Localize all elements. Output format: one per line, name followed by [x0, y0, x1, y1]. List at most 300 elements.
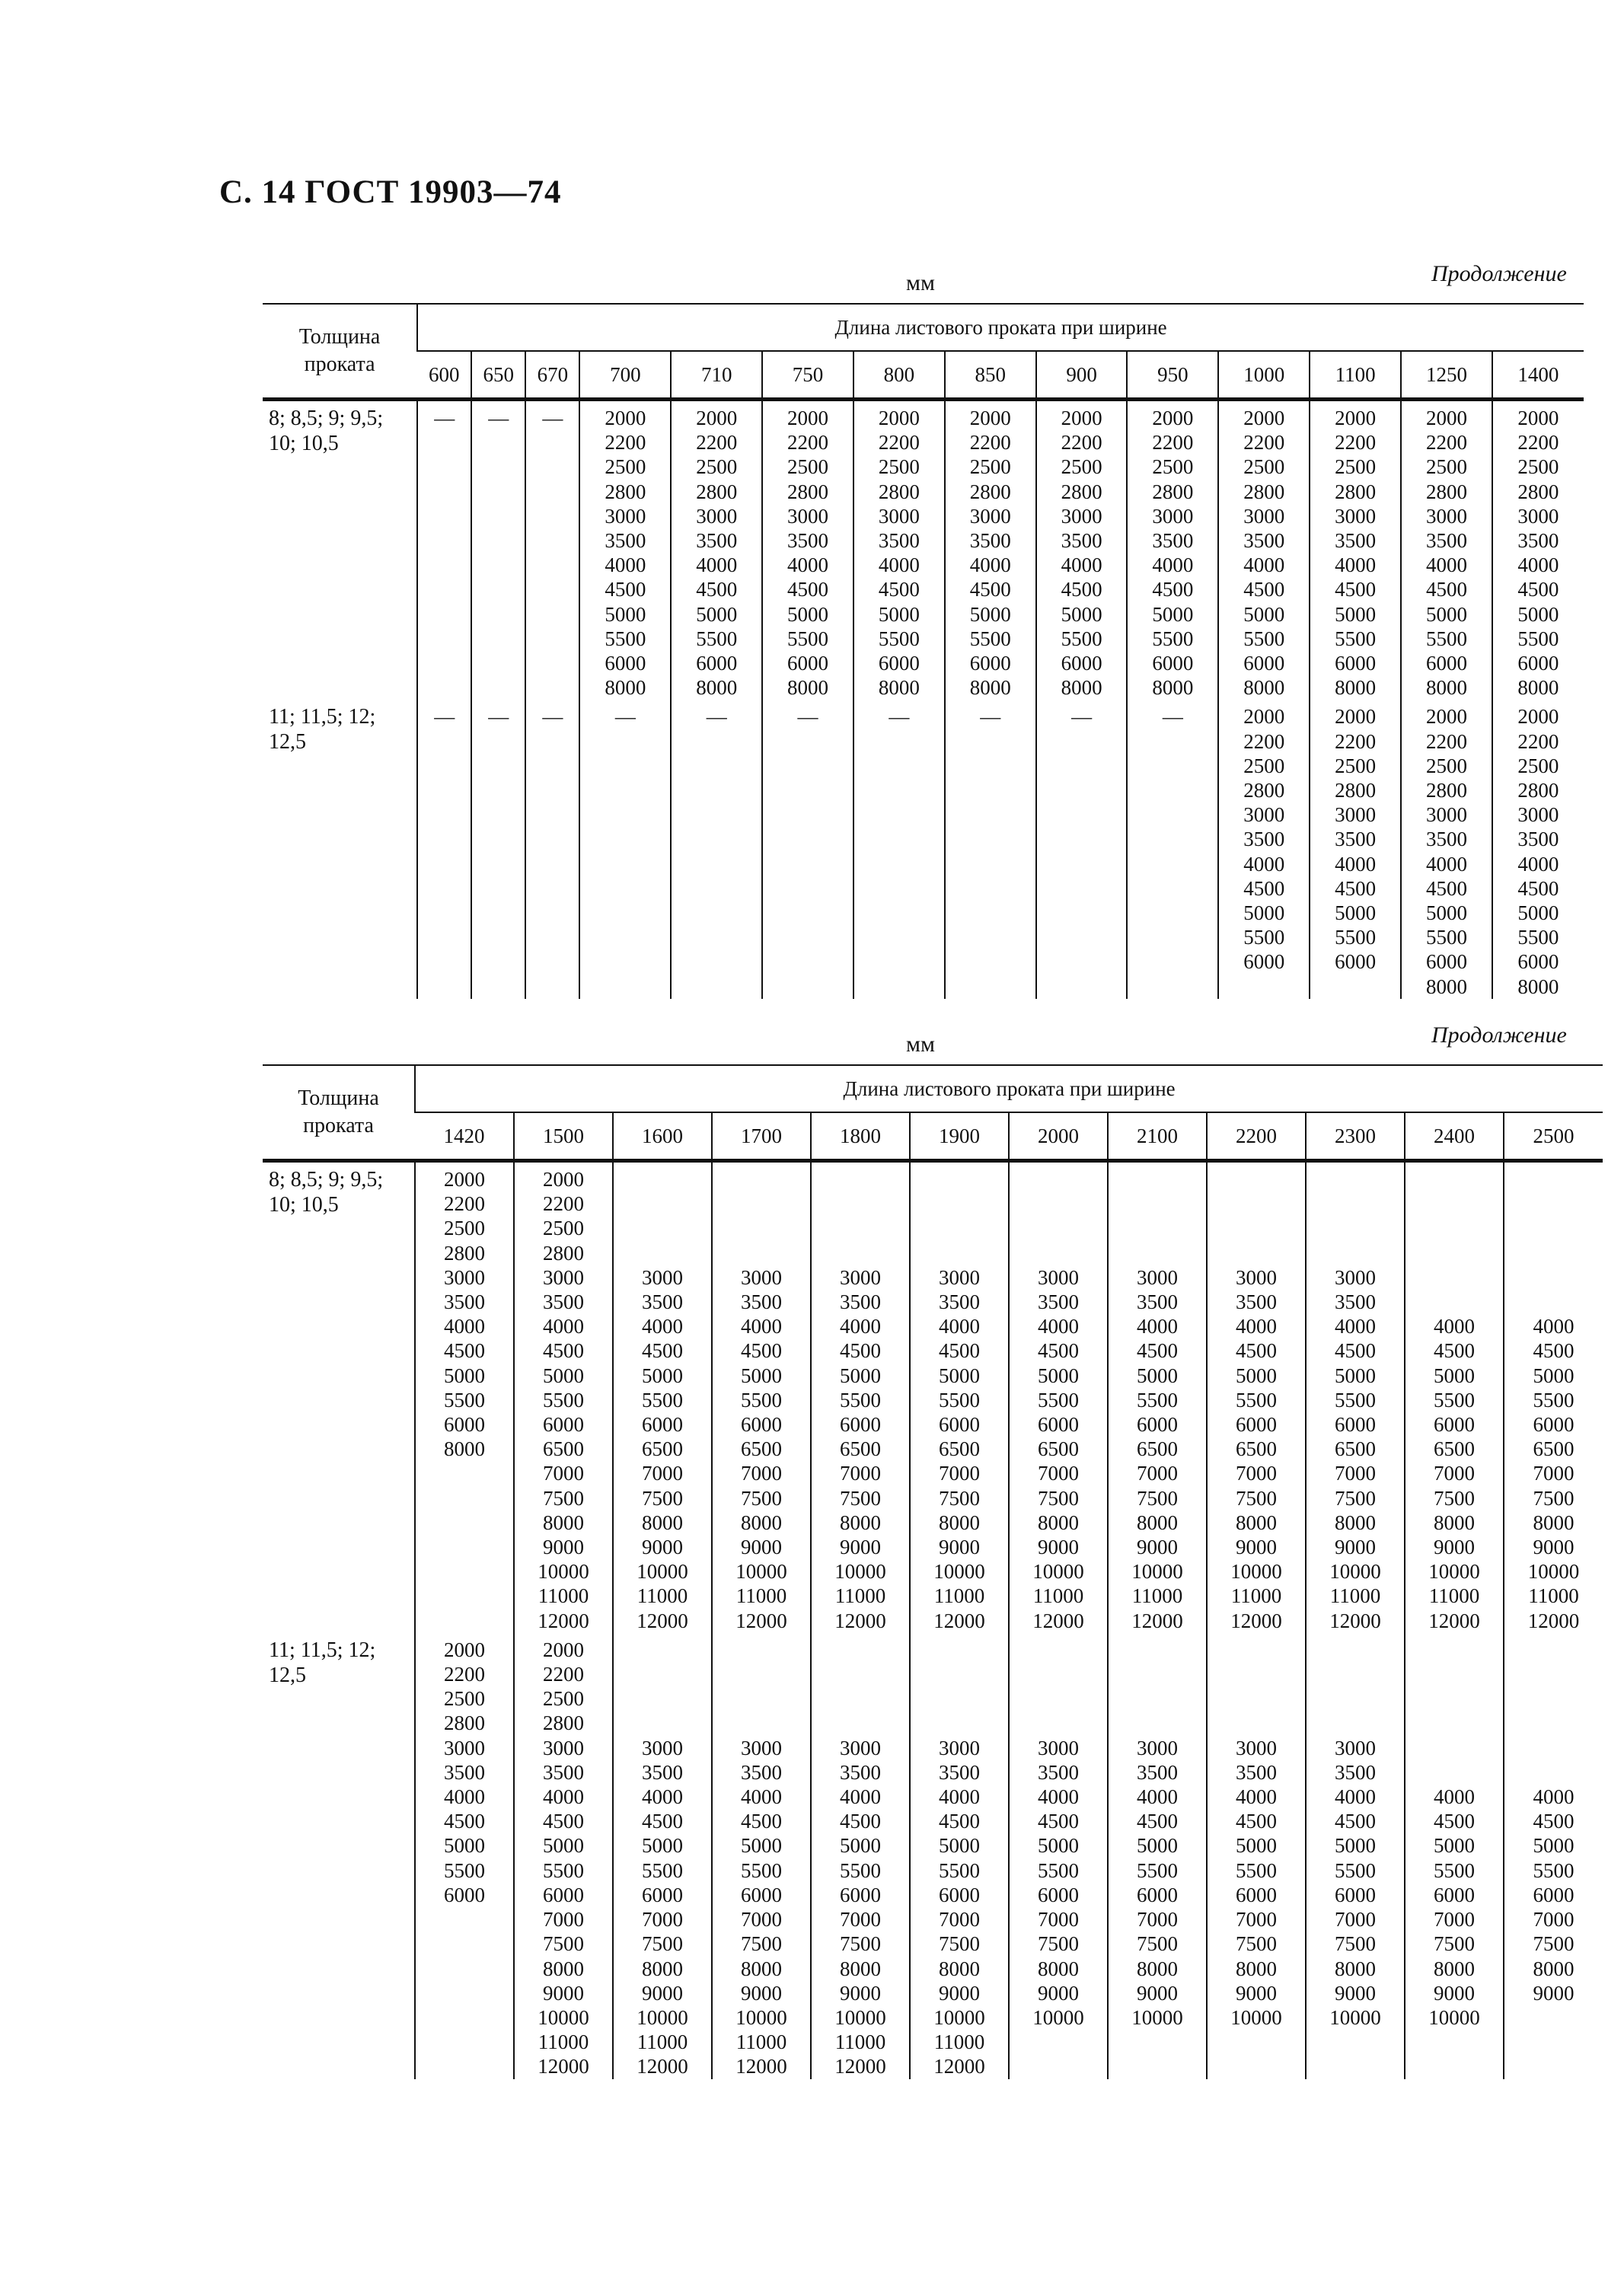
length-value: 5000 [1517, 602, 1559, 626]
length-value: 7500 [1137, 1932, 1178, 1956]
dash-value: — [434, 407, 455, 429]
length-value: 11000 [1428, 1584, 1480, 1608]
dash-value: — [980, 705, 1001, 729]
length-value: 3500 [939, 1760, 980, 1784]
length-value [1405, 1167, 1503, 1191]
width-header-cell: 1700 [712, 1112, 811, 1161]
length-value: 3500 [840, 1290, 881, 1314]
length-value: 8000 [1243, 676, 1285, 700]
length-value: 4000 [1434, 1315, 1475, 1338]
length-value [1208, 1241, 1305, 1265]
length-value [1307, 1638, 1404, 1662]
length-cell [1401, 700, 1492, 998]
length-value: 9000 [1236, 1536, 1277, 1559]
length-value: 5500 [1533, 1858, 1575, 1882]
length-value: 8000 [840, 1957, 881, 1980]
length-value: 3500 [969, 529, 1011, 553]
length-value: 2200 [1335, 431, 1377, 455]
length-value: 2800 [1517, 779, 1559, 802]
length-value: 12000 [933, 2055, 985, 2078]
length-value: 2500 [605, 455, 646, 479]
length-value: 3500 [543, 1760, 584, 1784]
length-value [812, 1662, 909, 1686]
length-value: 4500 [840, 1810, 881, 1833]
length-value: 3500 [939, 1290, 980, 1314]
length-value: 6000 [444, 1413, 485, 1437]
length-value: 12000 [1230, 1609, 1282, 1632]
length-value: 4000 [1517, 852, 1559, 876]
length-value: 8000 [1425, 975, 1467, 998]
length-value: 9000 [840, 1536, 881, 1559]
length-value: 2200 [1335, 729, 1377, 753]
length-cell [811, 1633, 910, 2079]
length-value: 4500 [543, 1339, 584, 1363]
length-value: 12000 [1032, 1609, 1084, 1632]
length-value: 8000 [1236, 1510, 1277, 1534]
length-value: 3000 [1425, 803, 1467, 827]
length-cell [417, 700, 471, 998]
length-value: 3000 [543, 1265, 584, 1289]
dash-value: — [889, 705, 910, 729]
width-header-cell: 600 [417, 351, 471, 400]
length-value: 6000 [444, 1883, 485, 1906]
length-value: 6000 [1517, 950, 1559, 974]
length-cell [853, 400, 945, 700]
length-value: 4000 [642, 1315, 683, 1338]
length-value: 2500 [1243, 455, 1285, 479]
length-value [1208, 1167, 1305, 1191]
length-value: 5500 [1038, 1388, 1079, 1412]
length-value: 3000 [696, 504, 738, 528]
length-value: 10000 [1032, 2005, 1084, 2029]
length-value: 4500 [1517, 876, 1559, 900]
width-header-cell: 1420 [415, 1112, 514, 1161]
length-value: 6000 [1533, 1883, 1575, 1906]
length-cell [1492, 700, 1584, 998]
length-value: 8000 [1236, 1957, 1277, 1980]
length-value: 5000 [840, 1364, 881, 1387]
length-value: 10000 [1329, 2005, 1381, 2029]
length-value: 8000 [1517, 975, 1559, 998]
length-value: 7500 [1335, 1932, 1376, 1956]
length-value: 3500 [1335, 828, 1377, 851]
length-value: 7500 [741, 1486, 782, 1510]
length-value: 3500 [1152, 529, 1194, 553]
length-value: 4000 [969, 553, 1011, 577]
length-value: 3000 [444, 1736, 485, 1759]
dash-value: — [488, 407, 509, 429]
length-value: 2200 [444, 1663, 485, 1686]
length-cell [671, 400, 762, 700]
length-value: 6000 [969, 652, 1011, 675]
length-value [1405, 1290, 1503, 1314]
length-cell [1127, 700, 1218, 998]
length-value: 3000 [1137, 1736, 1178, 1759]
length-cell [1405, 1633, 1504, 2079]
length-cell [1207, 1633, 1306, 2079]
length-value [1405, 1191, 1503, 1216]
length-value: 8000 [1517, 676, 1559, 700]
length-value: 4500 [1137, 1339, 1178, 1363]
length-value: 4500 [1038, 1810, 1079, 1833]
length-value: 3000 [444, 1265, 485, 1289]
length-value: 8000 [605, 676, 646, 700]
length-value: 3500 [787, 529, 829, 553]
length-value: 3000 [1517, 803, 1559, 827]
length-value: 6000 [1517, 652, 1559, 675]
length-cell [1504, 1633, 1603, 2079]
length-value [1010, 1241, 1107, 1265]
length-value [812, 1167, 909, 1191]
length-value: 5500 [642, 1858, 683, 1882]
width-header-cell: 750 [762, 351, 853, 400]
length-value: 4000 [1038, 1315, 1079, 1338]
width-header-cell: 1400 [1492, 351, 1584, 400]
length-value: 7500 [1434, 1932, 1475, 1956]
length-value: 2200 [878, 431, 920, 455]
length-value: 12000 [1527, 1609, 1580, 1632]
length-value: 6000 [642, 1883, 683, 1906]
length-value: 5500 [1236, 1858, 1277, 1882]
length-value: 8000 [741, 1957, 782, 1980]
length-value: 5000 [605, 602, 646, 626]
length-value: 6000 [741, 1413, 782, 1437]
length-value: 2500 [444, 1687, 485, 1711]
length-value: 3000 [543, 1736, 584, 1759]
length-value: 8000 [1533, 1510, 1575, 1534]
width-header-cell: 850 [945, 351, 1036, 400]
length-value: 4500 [1434, 1810, 1475, 1833]
length-value: 3500 [1061, 529, 1102, 553]
length-value: 5500 [1335, 926, 1377, 949]
length-value [911, 1167, 1008, 1191]
length-value [1109, 1241, 1206, 1265]
length-value [911, 1241, 1008, 1265]
length-value: 3500 [840, 1760, 881, 1784]
length-value: 5500 [878, 627, 920, 650]
length-value [1504, 1760, 1603, 1785]
length-value: 7500 [543, 1932, 584, 1956]
length-value: 2200 [1425, 431, 1467, 455]
length-value [812, 1216, 909, 1240]
length-value: 6000 [1434, 1413, 1475, 1437]
length-value: 4500 [696, 578, 738, 601]
length-value: 5000 [1243, 901, 1285, 925]
length-value: 6000 [1434, 1883, 1475, 1906]
length-value: 3500 [1243, 828, 1285, 851]
length-value: 3500 [1137, 1290, 1178, 1314]
length-value [812, 1711, 909, 1735]
table-row [263, 1161, 1603, 1633]
header-row [263, 304, 1584, 351]
width-header-cell: 670 [525, 351, 579, 400]
length-value: 7500 [741, 1932, 782, 1956]
length-value: 2800 [1335, 779, 1377, 802]
length-value: 3500 [642, 1760, 683, 1784]
length-value: 7500 [642, 1932, 683, 1956]
length-value: 3500 [1038, 1760, 1079, 1784]
length-value: 5000 [642, 1834, 683, 1858]
length-value: 2000 [605, 407, 646, 429]
length-value [1109, 1191, 1206, 1216]
length-value: 4000 [741, 1785, 782, 1809]
length-value: 6500 [642, 1437, 683, 1461]
length-value: 2800 [1243, 480, 1285, 503]
length-value: 3000 [1236, 1265, 1277, 1289]
length-value [1307, 1686, 1404, 1711]
length-value: 7500 [840, 1932, 881, 1956]
length-value [614, 1167, 711, 1191]
length-value: 7000 [1236, 1908, 1277, 1932]
width-header-cell: 1000 [1218, 351, 1310, 400]
length-value: 5000 [1061, 602, 1102, 626]
length-value [1504, 1191, 1603, 1216]
length-value: 3500 [696, 529, 738, 553]
width-header-cell: 2300 [1306, 1112, 1405, 1161]
length-value: 7500 [840, 1486, 881, 1510]
width-header-cell: 2100 [1108, 1112, 1207, 1161]
length-cell [1405, 1161, 1504, 1633]
page-header: С. 14 ГОСТ 19903—74 [219, 174, 562, 210]
length-cell [1036, 400, 1128, 700]
length-value: 9000 [1038, 1536, 1079, 1559]
length-value: 4000 [1243, 852, 1285, 876]
length-value: 6500 [1533, 1437, 1575, 1461]
length-value: 10000 [1329, 1560, 1381, 1584]
length-value [614, 1241, 711, 1265]
length-value: 4500 [444, 1810, 485, 1833]
length-value: 9000 [741, 1981, 782, 2005]
length-value: 2200 [969, 431, 1011, 455]
length-cell [417, 400, 471, 700]
length-cell [1207, 1161, 1306, 1633]
length-value: 5500 [444, 1858, 485, 1882]
length-value: 3000 [1137, 1265, 1178, 1289]
length-value: 2000 [969, 407, 1011, 429]
length-value [1208, 1216, 1305, 1240]
length-value [1010, 1216, 1107, 1240]
length-value: 10000 [538, 1560, 589, 1584]
length-value: 2800 [969, 480, 1011, 503]
length-value [1109, 1662, 1206, 1686]
length-value: 6000 [787, 652, 829, 675]
length-value: 5500 [543, 1858, 584, 1882]
length-value: 11000 [637, 2030, 688, 2054]
length-value: 5000 [969, 602, 1011, 626]
length-value: 4500 [1335, 578, 1377, 601]
length-value [713, 1167, 810, 1191]
length-value: 8000 [878, 676, 920, 700]
length-value: 3500 [1335, 529, 1377, 553]
length-value: 6500 [741, 1437, 782, 1461]
length-value: 12000 [735, 2055, 787, 2078]
continuation-label: Продолжение [1431, 1022, 1567, 1048]
length-value: 4000 [939, 1315, 980, 1338]
length-value: 6500 [543, 1437, 584, 1461]
length-value: 4000 [444, 1315, 485, 1338]
length-value [1504, 1241, 1603, 1265]
length-value: 3000 [1152, 504, 1194, 528]
length-value: 2500 [787, 455, 829, 479]
length-value: 7000 [543, 1908, 584, 1932]
length-value: 4500 [939, 1339, 980, 1363]
length-value: 10000 [1131, 2005, 1183, 2029]
length-value: 6000 [741, 1883, 782, 1906]
length-value: 7000 [741, 1908, 782, 1932]
length-value: 2800 [696, 480, 738, 503]
length-value: 6500 [1137, 1437, 1178, 1461]
width-header-cell: 950 [1127, 351, 1218, 400]
thickness-cell: 11; 11,5; 12; 12,5 [269, 1638, 376, 1687]
length-value [1010, 1167, 1107, 1191]
length-value: 10000 [1428, 1560, 1480, 1584]
length-value: 7000 [1137, 1908, 1178, 1932]
length-value [614, 1216, 711, 1240]
length-value: 2800 [787, 480, 829, 503]
length-cell [1492, 400, 1584, 700]
length-value: 2200 [444, 1192, 485, 1216]
length-value: 5000 [1434, 1834, 1475, 1858]
length-value: 7500 [1533, 1486, 1575, 1510]
length-value: 3500 [1038, 1290, 1079, 1314]
length-value: 11000 [1032, 1584, 1084, 1608]
length-value: 5500 [1243, 926, 1285, 949]
length-value: 6000 [1243, 652, 1285, 675]
length-value: 4500 [1517, 578, 1559, 601]
length-value: 3500 [444, 1290, 485, 1314]
length-value: 3500 [1243, 529, 1285, 553]
length-value: 6000 [1137, 1413, 1178, 1437]
length-value [1307, 1711, 1404, 1735]
length-value: 11000 [538, 1584, 589, 1608]
length-value [812, 1638, 909, 1662]
length-value: 7500 [939, 1932, 980, 1956]
length-value: 4000 [741, 1315, 782, 1338]
length-value [713, 1216, 810, 1240]
length-value: 10000 [637, 2005, 688, 2029]
length-value: 3000 [1425, 504, 1467, 528]
length-value: 7000 [543, 1462, 584, 1485]
length-value: 7500 [543, 1486, 584, 1510]
length-value: 10000 [1230, 1560, 1282, 1584]
width-header-cell: 1500 [514, 1112, 613, 1161]
length-value: 7000 [1434, 1462, 1475, 1485]
length-value: 3000 [878, 504, 920, 528]
dash-value: — [542, 705, 563, 729]
length-value: 5500 [741, 1388, 782, 1412]
length-value: 4500 [1243, 578, 1285, 601]
length-value: 3500 [444, 1760, 485, 1784]
length-value: 6000 [840, 1883, 881, 1906]
length-value [812, 1191, 909, 1216]
length-value: 5500 [605, 627, 646, 650]
length-value: 8000 [1425, 676, 1467, 700]
length-value: 5000 [939, 1364, 980, 1387]
length-value: 5500 [1335, 627, 1377, 650]
length-value: 10000 [933, 2005, 985, 2029]
length-value: 5000 [1425, 602, 1467, 626]
length-value: 4500 [1243, 876, 1285, 900]
length-value: 7500 [1038, 1486, 1079, 1510]
length-value: 4000 [1152, 553, 1194, 577]
length-value: 5500 [840, 1858, 881, 1882]
length-value: 6000 [1038, 1883, 1079, 1906]
length-value: 5000 [543, 1364, 584, 1387]
length-value: 5500 [1434, 1858, 1475, 1882]
length-value: 4000 [1335, 1785, 1376, 1809]
length-value: 12000 [1131, 1609, 1183, 1632]
length-value: 3500 [1335, 1290, 1376, 1314]
length-value: 12000 [538, 1609, 589, 1632]
length-value: 2800 [878, 480, 920, 503]
length-value [713, 1686, 810, 1711]
length-value: 2000 [1517, 705, 1559, 729]
length-value: 6000 [939, 1413, 980, 1437]
length-cell [671, 700, 762, 998]
length-value: 4000 [840, 1315, 881, 1338]
length-value: 10000 [538, 2005, 589, 2029]
length-value: 3500 [1517, 828, 1559, 851]
length-value [1208, 1638, 1305, 1662]
length-value: 4500 [741, 1339, 782, 1363]
width-header-cell: 1600 [613, 1112, 712, 1161]
length-value: 9000 [543, 1981, 584, 2005]
length-value: 2500 [1243, 754, 1285, 777]
length-cell [613, 1161, 712, 1633]
length-value: 9000 [1434, 1981, 1475, 2005]
length-value: 6500 [939, 1437, 980, 1461]
unit-label: мм [906, 270, 935, 295]
length-value: 5000 [1517, 901, 1559, 925]
length-value: 9000 [642, 1536, 683, 1559]
length-cell [514, 1161, 613, 1633]
length-cell [945, 400, 1036, 700]
length-value: 8000 [1335, 676, 1377, 700]
length-value: 4500 [741, 1810, 782, 1833]
length-value [1208, 1686, 1305, 1711]
length-value: 6000 [1236, 1413, 1277, 1437]
length-cell [514, 1633, 613, 2079]
length-value: 3000 [939, 1265, 980, 1289]
length-value: 5000 [1335, 901, 1377, 925]
length-value [1208, 1191, 1305, 1216]
thickness-cell: 8; 8,5; 9; 9,5; 10; 10,5 [269, 407, 384, 455]
length-cell [579, 700, 671, 998]
length-cell [811, 1161, 910, 1633]
length-value: 2000 [543, 1638, 584, 1661]
length-value: 11000 [637, 1584, 688, 1608]
length-value: 8000 [1335, 1510, 1376, 1534]
length-value [1208, 1711, 1305, 1735]
length-value: 2200 [1517, 729, 1559, 753]
length-value: 6000 [1425, 950, 1467, 974]
length-value [911, 1711, 1008, 1735]
length-value: 2000 [444, 1638, 485, 1661]
length-value: 2200 [605, 431, 646, 455]
length-value: 10000 [834, 2005, 886, 2029]
length-value [911, 1686, 1008, 1711]
length-value: 4500 [1533, 1339, 1575, 1363]
length-value: 3000 [1243, 504, 1285, 528]
length-value [1109, 1167, 1206, 1191]
length-value: 7000 [642, 1462, 683, 1485]
length-value: 5000 [1236, 1364, 1277, 1387]
length-value: 3500 [1236, 1760, 1277, 1784]
length-value [713, 1241, 810, 1265]
length-value [1405, 1216, 1503, 1240]
length-value: 2800 [543, 1241, 584, 1265]
length-value: 6000 [1533, 1413, 1575, 1437]
